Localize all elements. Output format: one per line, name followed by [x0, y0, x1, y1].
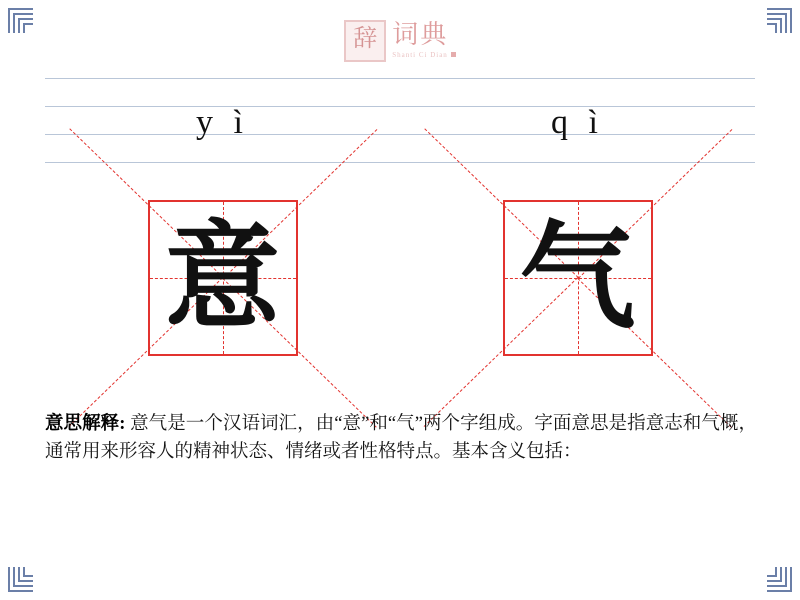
character-glyph-2: 气 [519, 210, 636, 345]
pinyin-text-1: y ì [196, 104, 249, 141]
character-grid-row [45, 200, 755, 360]
character-cell-2 [400, 200, 755, 360]
corner-ornament-bottom-right [766, 566, 792, 592]
explanation-text: 意气是一个汉语词汇，由“意”和“气”两个字组成。字面意思是指意志和气概，通常用来形容人的精神状态、情绪或者性格特点。基本含义包括： [45, 414, 757, 463]
brand-name-en-text: Shanti Ci Dian [392, 51, 448, 59]
brand-name-cn: 词典 [392, 20, 449, 49]
brand-square-icon [451, 52, 456, 57]
character-cell-1 [45, 200, 400, 360]
pinyin-staff [45, 78, 755, 164]
corner-ornament-bottom-left [8, 566, 34, 592]
seal-icon: 辞 [344, 20, 386, 62]
tianzige-box-1 [148, 200, 298, 356]
brand-logo [0, 10, 800, 72]
explanation-label: 意思解释: [45, 414, 126, 434]
brand-name-en [392, 51, 456, 59]
tianzige-box-2 [503, 200, 653, 356]
explanation-paragraph [45, 410, 757, 466]
pinyin-cell-2 [400, 78, 755, 164]
character-glyph-1: 意 [164, 210, 281, 345]
pinyin-text-2: q ì [551, 104, 604, 141]
pinyin-cell-1 [45, 78, 400, 164]
